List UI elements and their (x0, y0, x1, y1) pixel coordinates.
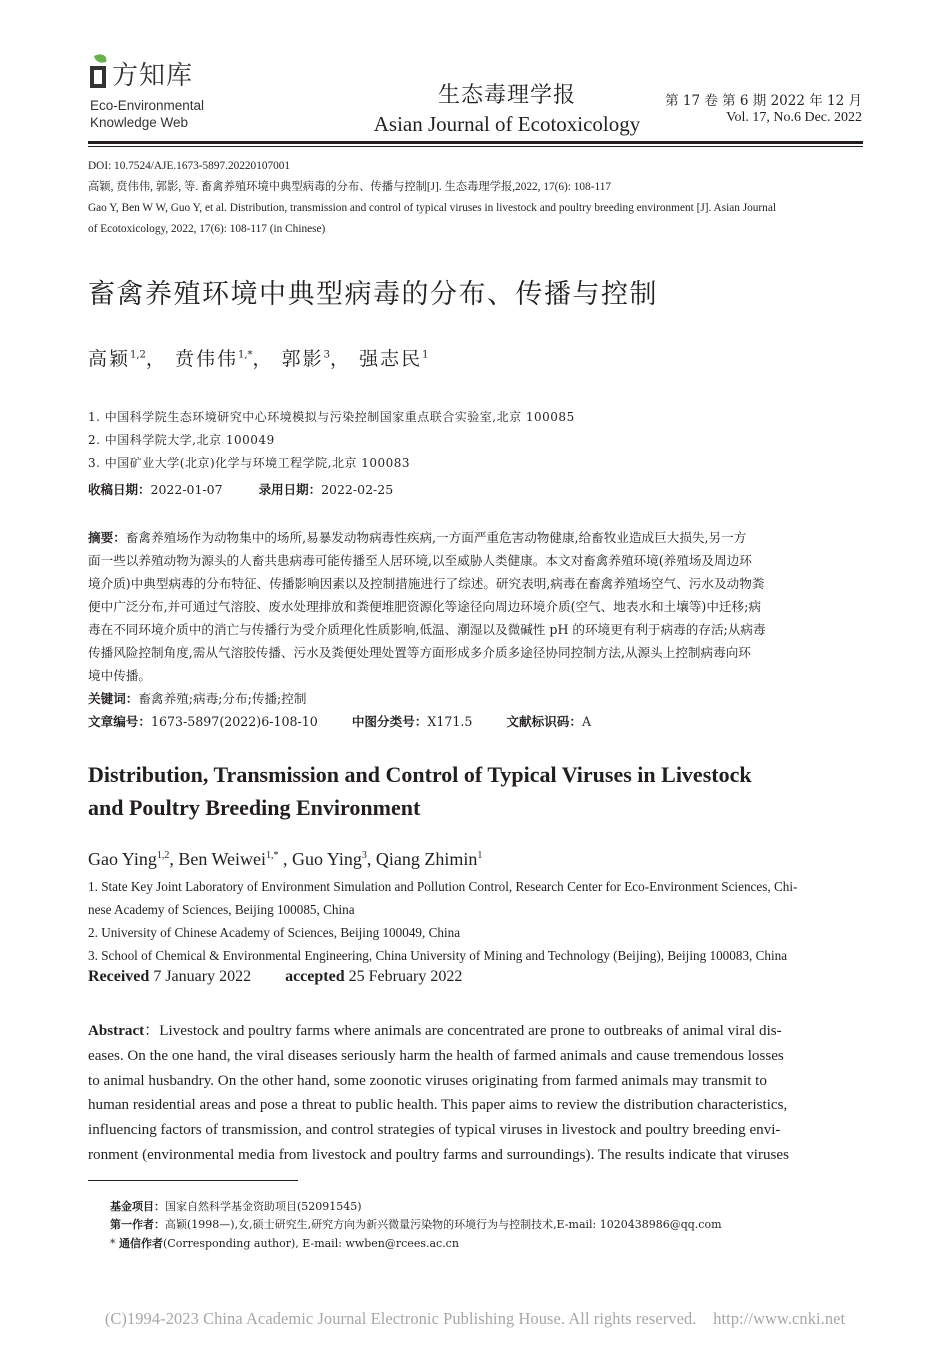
header-rule-thick (88, 141, 863, 144)
first-author-text: 高颖(1998—),女,硕士研究生,研究方向为新兴微量污染物的环境行为与控制技术,E-mail: 1020438986@qq.com (165, 1218, 722, 1231)
footnote-first-author (110, 1216, 722, 1232)
logo-chinese-text: 方知库 (112, 61, 194, 91)
doi-line[interactable]: DOI: 10.7524/AJE.1673-5897.20220107001 (88, 160, 291, 172)
article-title-chinese: 畜禽养殖环境中典型病毒的分布、传播与控制 (88, 279, 658, 310)
author-separator: ， (145, 348, 167, 370)
author-separator: ， (330, 348, 352, 370)
abstract-label-cn: 摘要： (88, 530, 126, 545)
journal-title-english: Asian Journal of Ecotoxicology (373, 112, 641, 136)
abstract-cn-line: 传播风险控制角度,需从气溶胶传播、污水及粪便处理处置等方面形成多介质多途径协同控制方法,从源头上控制病毒向环 (88, 645, 751, 660)
author-name: 强志民 (359, 348, 423, 370)
abstract-cn-line: 境介质)中典型病毒的分布特征、传播影响因素以及控制措施进行了综述。研究表明,病毒在畜禽养殖场空气、污水及动物粪 (88, 576, 765, 591)
footnote-rule (88, 1180, 298, 1181)
fund-text: 国家自然科学基金资助项目(52091545) (165, 1200, 362, 1213)
affiliation-en-line: 3. School of Chemical & Environmental Engineering, China University of Mining and Technology (Beijing), Beijing 100083, China (88, 948, 788, 963)
article-title-english (88, 758, 864, 824)
authors-english (88, 849, 482, 870)
accepted-label-en: accepted (285, 968, 345, 985)
authors-chinese (88, 344, 428, 371)
author-name: 郭影 (281, 348, 324, 370)
header-rule-thin (88, 146, 863, 147)
fund-label: 基金项目： (110, 1200, 165, 1213)
article-no: 1673-5897(2022)6-108-10 (150, 714, 318, 729)
citation-english-line-2: of Ecotoxicology, 2022, 17(6): 108-117 (in Chinese) (88, 223, 326, 235)
author-name: 高颖 (88, 348, 131, 370)
doc-code-label: 文献标识码： (506, 714, 582, 729)
title-en-line-2: and Poultry Breeding Environment (88, 795, 421, 820)
doc-code: A (581, 714, 592, 729)
author-separator: ， (252, 348, 274, 370)
logo-english-line-2: Knowledge Web (90, 115, 189, 130)
author-name: Qiang Zhimin (375, 849, 478, 869)
author-affil-sup: 1,* (238, 349, 253, 361)
affiliations-english (88, 875, 864, 967)
author-separator: , (278, 849, 293, 869)
accepted-date-en: 25 February 2022 (348, 968, 463, 985)
author-name: Gao Ying (88, 849, 157, 869)
abstract-en-line: Livestock and poultry farms where animals are concentrated are prone to outbreaks of animal viral dis- (159, 1023, 782, 1039)
received-date-en: 7 January 2022 (153, 968, 252, 985)
author-affil-sup: 1,* (266, 850, 279, 861)
issue-info-english: Vol. 17, No.6 Dec. 2022 (726, 110, 862, 125)
abstract-en-line: eases. On the one hand, the viral diseases seriously harm the health of farmed animals and cause tremendous losses (88, 1047, 784, 1064)
author-name: Ben Weiwei (178, 849, 267, 869)
article-no-label: 文章编号： (88, 714, 151, 729)
abstract-chinese (88, 526, 864, 687)
footnote-fund (110, 1198, 362, 1214)
received-date-cn: 2022-01-07 (150, 482, 223, 497)
citation-chinese: 高颖, 贲伟伟, 郭影, 等. 畜禽养殖环境中典型病毒的分布、传播与控制[J]. 生态毒理学报,2022, 17(6): 108-117 (88, 181, 611, 193)
author-affil-sup: 1,2 (130, 349, 146, 361)
abstract-cn-line: 畜禽养殖场作为动物集中的场所,易暴发动物病毒性疾病,一方面严重危害动物健康,给畜牧业造成巨大损失,另一方 (125, 530, 747, 545)
abstract-cn-line: 面一些以养殖动物为源头的人畜共患病毒可能传播至人居环境,以至威胁人类健康。本文对畜禽养殖环境(养殖场及周边环 (88, 553, 752, 568)
keywords-text-cn: 畜禽养殖;病毒;分布;传播;控制 (138, 691, 307, 706)
dates-english (88, 968, 462, 986)
abstract-label-colon: ： (144, 1023, 160, 1039)
logo-english-line-1: Eco-Environmental (90, 98, 205, 113)
affiliation-en-line: 1. State Key Joint Laboratory of Environment Simulation and Pollution Control, Research Center for Eco-Environment Sciences, Chi- (88, 879, 798, 894)
affiliation-chinese-3: 3. 中国矿业大学(北京)化学与环境工程学院,北京 100083 (88, 456, 411, 470)
author-affil-sup: 1 (422, 349, 429, 361)
citation-english-line-1: Gao Y, Ben W W, Guo Y, et al. Distribution, transmission and control of typical viruses in livestock and poultry breeding environment [J]. Asian Journal (88, 202, 776, 214)
corresponding-text: (Corresponding author), E-mail: wwben@rcees.ac.cn (163, 1237, 459, 1250)
author-name: Guo Ying (292, 849, 362, 869)
corresponding-star: * (110, 1237, 119, 1250)
abstract-cn-line: 境中传播。 (88, 668, 151, 683)
author-affil-sup: 1 (477, 850, 483, 861)
dates-chinese (88, 480, 393, 498)
corresponding-label: 通信作者 (119, 1237, 163, 1250)
author-separator: , (366, 849, 376, 869)
affiliation-chinese-1: 1. 中国科学院生态环境研究中心环境模拟与污染控制国家重点联合实验室,北京 100085 (88, 410, 575, 424)
abstract-en-line: human residential areas and pose a threat to public health. This paper aims to review the distribution characteristics, (88, 1097, 788, 1114)
citation-block (88, 156, 864, 240)
affiliation-chinese-2: 2. 中国科学院大学,北京 100049 (88, 433, 275, 447)
affiliation-en-line: nese Academy of Sciences, Beijing 100085, China (88, 902, 355, 917)
abstract-english (88, 1019, 864, 1168)
footnote-corresponding (110, 1235, 459, 1251)
abstract-en-line: to animal husbandry. On the other hand, some zoonotic viruses originating from farmed animals may transmit to (88, 1072, 767, 1089)
issue-info-chinese: 第 17 卷 第 6 期 2022 年 12 月 (665, 93, 862, 109)
accepted-label-cn: 录用日期： (258, 482, 322, 497)
copyright-watermark: (C)1994-2023 China Academic Journal Electronic Publishing House. All rights reserved. http://www.cnki.net (104, 1309, 846, 1328)
keywords-label-cn: 关键词： (88, 691, 139, 706)
abstract-en-line: ronment (environmental media from livestock and poultry farms and surroundings). The results indicate that viruses (88, 1146, 789, 1163)
received-label-en: Received (88, 968, 150, 985)
author-affil-sup: 3 (361, 850, 367, 861)
author-affil-sup: 1,2 (156, 850, 170, 861)
author-separator: , (169, 849, 179, 869)
abstract-en-line: influencing factors of transmission, and control strategies of typical viruses in livestock and poultry breeding envi- (88, 1122, 781, 1139)
title-en-line-1: Distribution, Transmission and Control of Typical Viruses in Livestock (88, 762, 752, 787)
accepted-date-cn: 2022-02-25 (321, 482, 394, 497)
affiliation-en-line: 2. University of Chinese Academy of Sciences, Beijing 100049, China (88, 925, 461, 940)
author-affil-sup: 3 (323, 349, 330, 361)
article-identifiers (88, 711, 591, 730)
received-label-cn: 收稿日期： (88, 482, 151, 497)
clc-code: X171.5 (427, 714, 473, 729)
clc-label: 中图分类号： (351, 714, 428, 729)
abstract-cn-line: 毒在不同环境介质中的消亡与传播行为受介质理化性质影响,低温、潮湿以及微碱性 pH 的环境更有利于病毒的存活;从病毒 (88, 622, 766, 637)
journal-title-chinese: 生态毒理学报 (437, 83, 576, 108)
abstract-cn-line: 便中广泛分布,并可通过气溶胶、废水处理排放和粪便堆肥资源化等途径向周边环境介质(空气、地表水和土壤等)中迁移;病 (88, 599, 761, 614)
keywords-chinese (88, 688, 306, 707)
first-author-label: 第一作者： (110, 1218, 165, 1231)
author-name: 贲伟伟 (174, 348, 238, 370)
abstract-label-en: Abstract (88, 1023, 145, 1039)
